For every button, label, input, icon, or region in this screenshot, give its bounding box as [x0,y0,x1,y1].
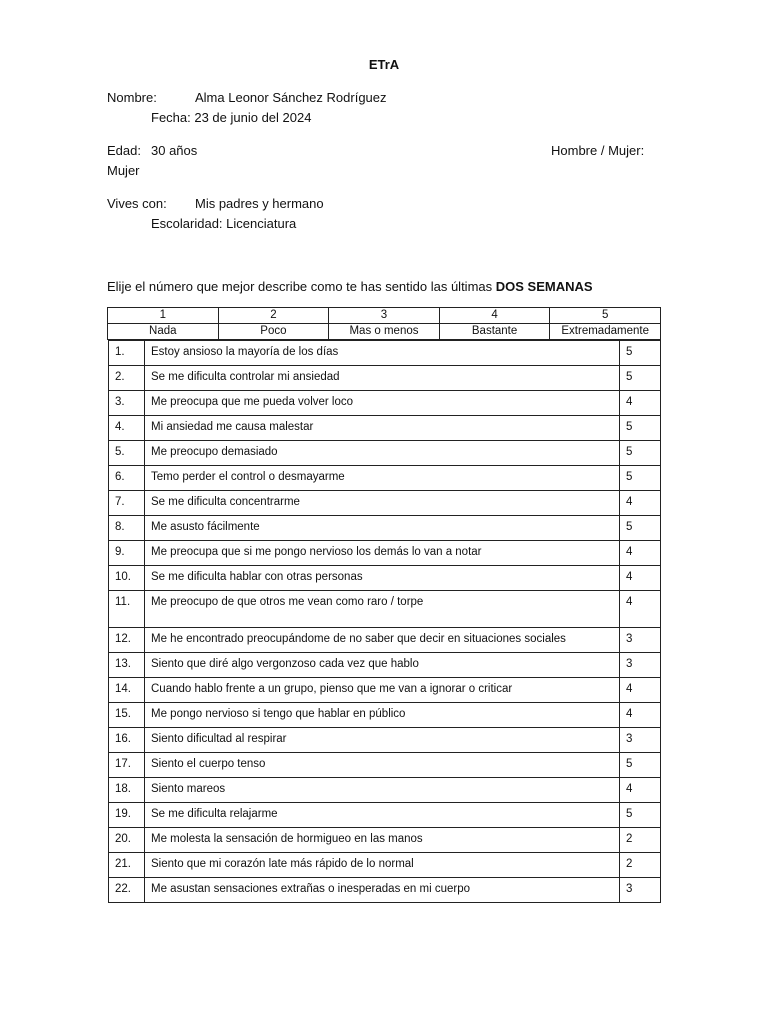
item-score: 4 [620,491,661,516]
item-score: 5 [620,803,661,828]
item-text: Me asustan sensaciones extrañas o inesperadas en mi cuerpo [145,878,620,903]
item-number: 2. [109,366,145,391]
nombre-label: Nombre: [107,90,157,105]
document-title: ETrA [368,57,400,72]
item-text: Siento que diré algo vergonzoso cada vez que hablo [145,653,620,678]
scale-numbers-row [108,308,661,324]
item-score: 5 [620,753,661,778]
items-table [108,340,661,903]
table-row [109,541,661,566]
item-text: Me preocupa que si me pongo nervioso los demás lo van a notar [145,541,620,566]
table-row [109,753,661,778]
scale-number: 2 [218,308,329,324]
item-text: Se me dificulta controlar mi ansiedad [145,366,620,391]
scale-table [107,307,661,340]
sexo-label: Hombre / Mujer: [551,143,645,158]
scale-label: Extremadamente [550,324,661,340]
table-row [109,416,661,441]
instructions-emphasis: DOS SEMANAS [495,279,593,294]
item-number: 14. [109,678,145,703]
scale-label: Mas o menos [329,324,440,340]
table-row [109,391,661,416]
item-text: Siento dificultad al respirar [145,728,620,753]
item-score: 5 [620,366,661,391]
item-score: 3 [620,628,661,653]
item-text: Me he encontrado preocupándome de no saber que decir en situaciones sociales [145,628,620,653]
table-row [109,678,661,703]
table-row [109,441,661,466]
table-row [109,778,661,803]
instructions [107,279,593,294]
item-text: Me preocupo de que otros me vean como raro / torpe [145,591,620,628]
item-score: 5 [620,341,661,366]
table-row [109,628,661,653]
item-score: 3 [620,878,661,903]
scale-number: 1 [108,308,219,324]
item-text: Siento mareos [145,778,620,803]
item-score: 5 [620,466,661,491]
item-text: Cuando hablo frente a un grupo, pienso que me van a ignorar o criticar [145,678,620,703]
item-number: 12. [109,628,145,653]
scale-label: Poco [218,324,329,340]
table-row [109,516,661,541]
item-number: 5. [109,441,145,466]
edad-label: Edad: [107,143,141,158]
table-row [109,803,661,828]
item-score: 4 [620,703,661,728]
item-text: Se me dificulta relajarme [145,803,620,828]
scale-number: 4 [439,308,550,324]
item-score: 4 [620,541,661,566]
item-text: Me molesta la sensación de hormigueo en las manos [145,828,620,853]
item-score: 2 [620,828,661,853]
scale-label: Bastante [439,324,550,340]
table-row [109,566,661,591]
item-number: 17. [109,753,145,778]
edad-value: 30 años [151,143,198,158]
item-number: 13. [109,653,145,678]
table-row [109,653,661,678]
item-number: 9. [109,541,145,566]
table-row [109,591,661,628]
item-score: 4 [620,566,661,591]
item-number: 11. [109,591,145,628]
instructions-text: Elije el número que mejor describe como te has sentido las últimas [107,279,496,294]
scale-labels-row [108,324,661,340]
item-number: 1. [109,341,145,366]
item-text: Me asusto fácilmente [145,516,620,541]
item-score: 4 [620,391,661,416]
scale-label: Nada [108,324,219,340]
item-text: Mi ansiedad me causa malestar [145,416,620,441]
item-number: 21. [109,853,145,878]
item-number: 10. [109,566,145,591]
table-row [109,703,661,728]
fecha-line: Fecha: 23 de junio del 2024 [151,110,312,125]
escolaridad-line: Escolaridad: Licenciatura [151,216,297,231]
item-score: 4 [620,778,661,803]
item-text: Estoy ansioso la mayoría de los días [145,341,620,366]
table-row [109,878,661,903]
table-row [109,341,661,366]
sexo-value: Mujer [107,163,140,178]
item-text: Me preocupo demasiado [145,441,620,466]
vives-label: Vives con: [107,196,167,211]
vives-value: Mis padres y hermano [195,196,324,211]
item-text: Se me dificulta concentrarme [145,491,620,516]
item-text: Se me dificulta hablar con otras personas [145,566,620,591]
scale-number: 5 [550,308,661,324]
item-score: 5 [620,416,661,441]
nombre-value: Alma Leonor Sánchez Rodríguez [195,90,387,105]
item-text: Siento que mi corazón late más rápido de lo normal [145,853,620,878]
item-number: 22. [109,878,145,903]
item-text: Me preocupa que me pueda volver loco [145,391,620,416]
table-row [109,466,661,491]
item-number: 16. [109,728,145,753]
item-text: Temo perder el control o desmayarme [145,466,620,491]
item-number: 4. [109,416,145,441]
item-score: 4 [620,591,661,628]
table-row [109,491,661,516]
item-score: 3 [620,728,661,753]
item-score: 4 [620,678,661,703]
item-number: 18. [109,778,145,803]
table-row [109,366,661,391]
item-score: 3 [620,653,661,678]
item-score: 2 [620,853,661,878]
item-number: 19. [109,803,145,828]
item-number: 8. [109,516,145,541]
item-score: 5 [620,441,661,466]
item-score: 5 [620,516,661,541]
item-number: 15. [109,703,145,728]
table-row [109,728,661,753]
item-number: 6. [109,466,145,491]
item-text: Me pongo nervioso si tengo que hablar en público [145,703,620,728]
table-row [109,828,661,853]
item-text: Siento el cuerpo tenso [145,753,620,778]
item-number: 20. [109,828,145,853]
item-number: 3. [109,391,145,416]
item-number: 7. [109,491,145,516]
table-row [109,853,661,878]
scale-number: 3 [329,308,440,324]
